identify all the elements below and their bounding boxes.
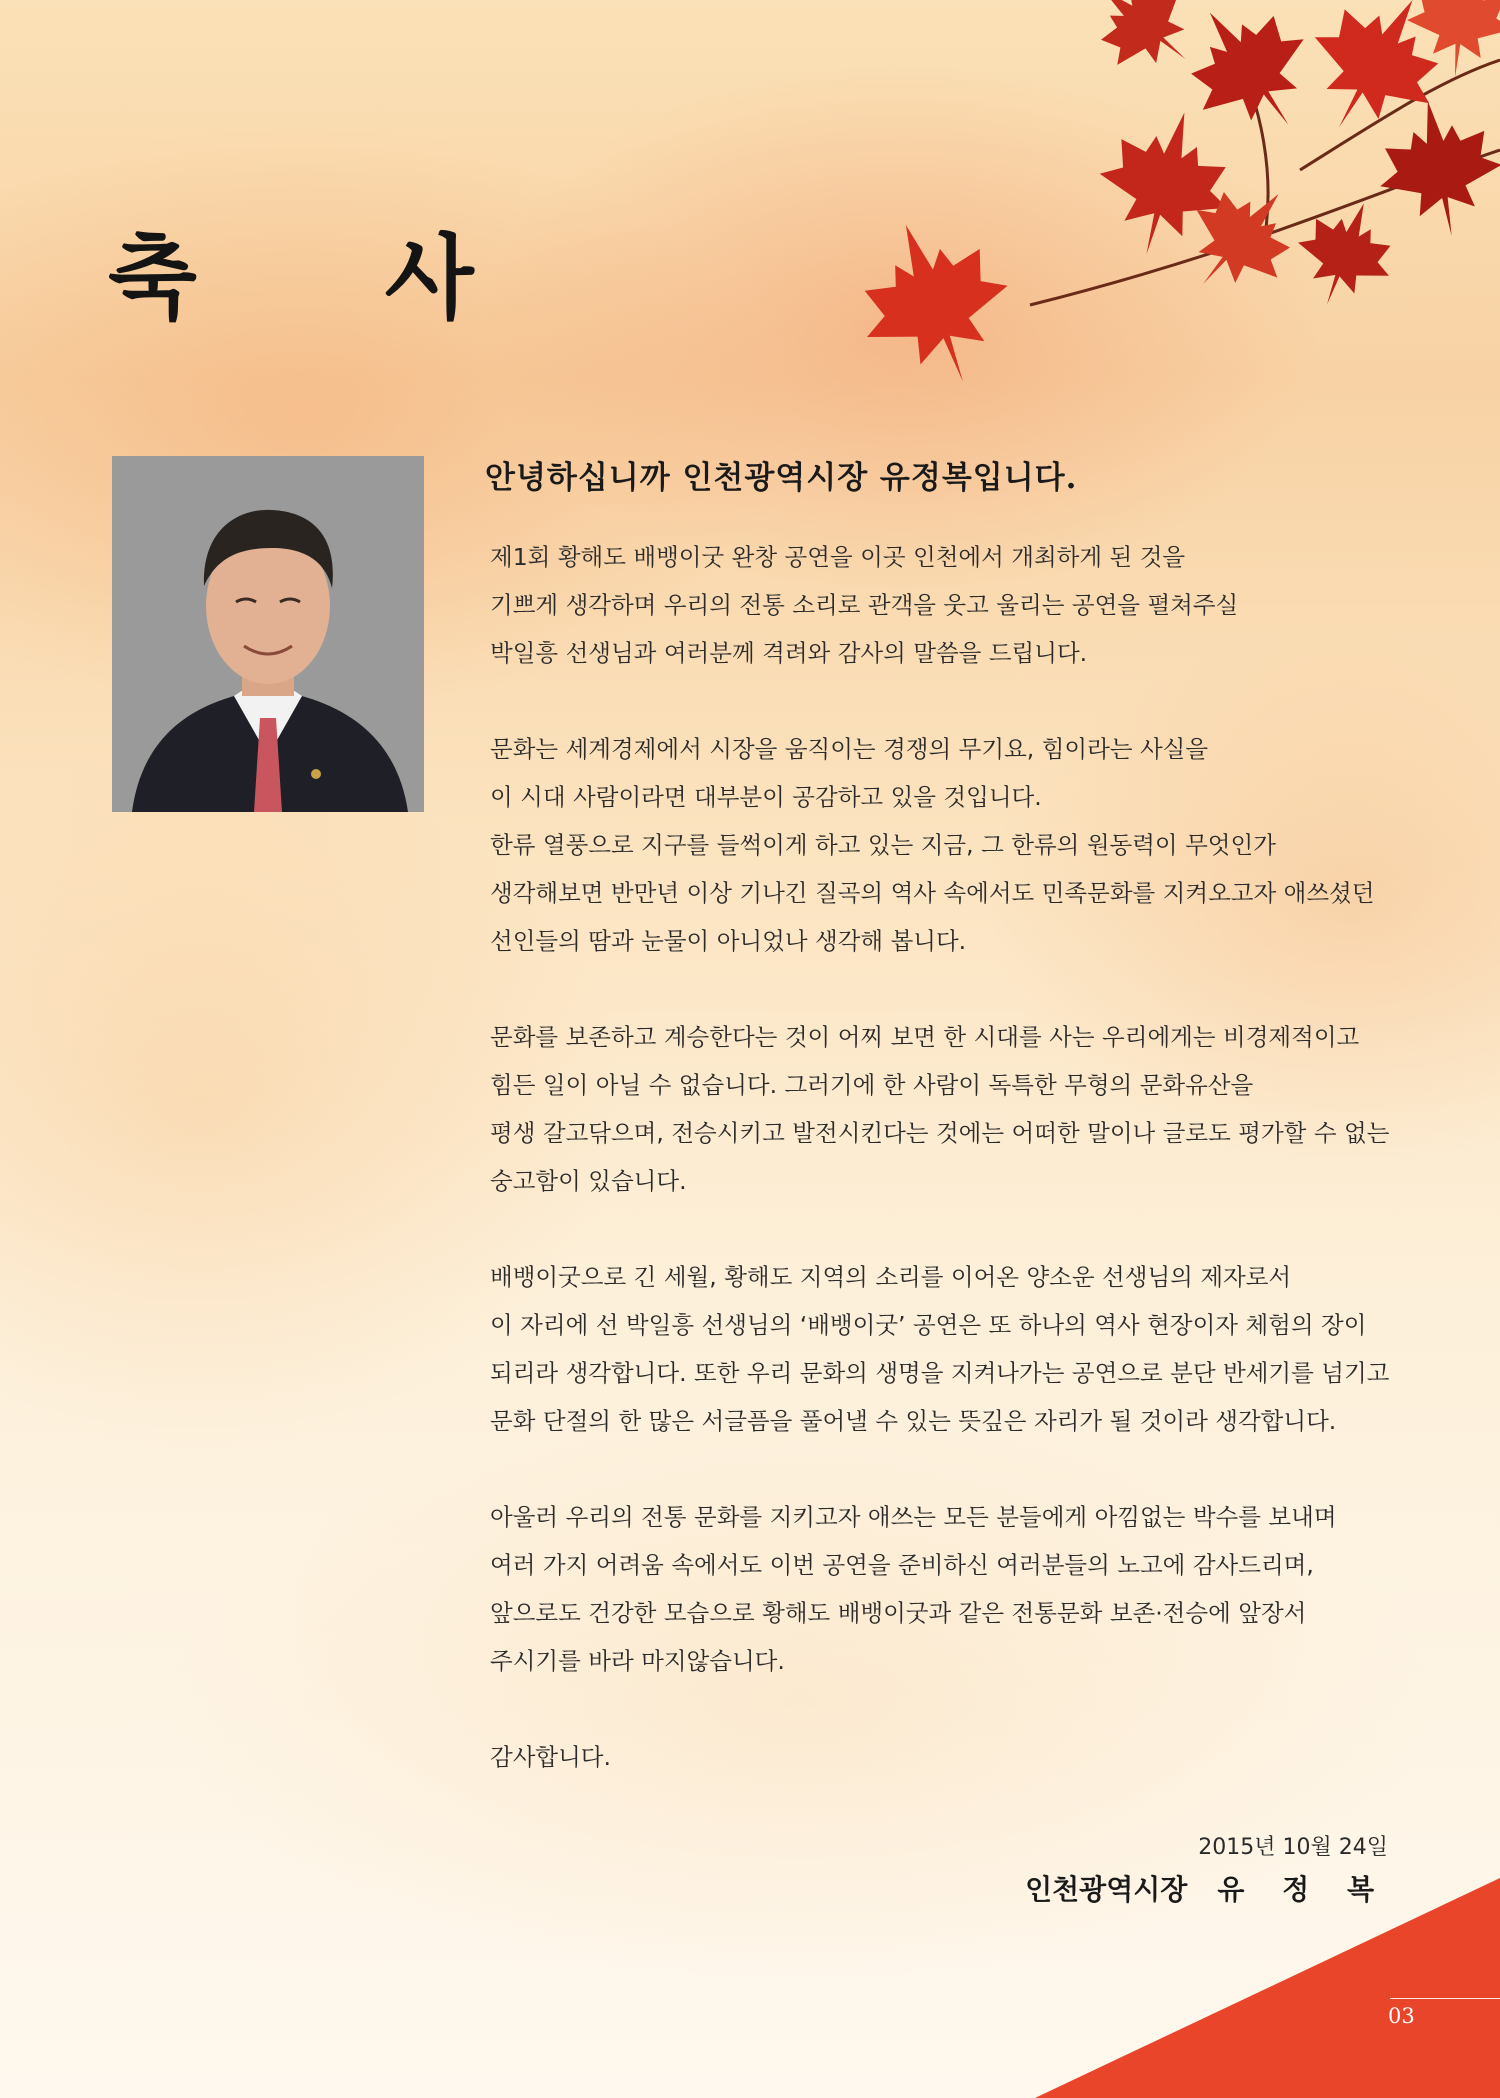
page-number: 03 <box>1388 2004 1415 2028</box>
text-line: 기쁘게 생각하며 우리의 전통 소리로 관객을 웃고 울리는 공연을 펼쳐주실 <box>490 591 1239 619</box>
text-line: 문화를 보존하고 계승한다는 것이 어찌 보면 한 시대를 사는 우리에게는 비경제적이고 <box>490 1023 1360 1051</box>
text-line: 한류 열풍으로 지구를 들썩이게 하고 있는 지금, 그 한류의 원동력이 무엇인가 <box>490 831 1276 859</box>
page-title: 축 사 <box>108 225 552 332</box>
text-line: 이 시대 사람이라면 대부분이 공감하고 있을 것입니다. <box>490 783 1042 811</box>
signature-position: 인천광역시장 <box>1025 1873 1188 1906</box>
text-line: 제1회 황해도 배뱅이굿 완창 공연을 이곳 인천에서 개최하게 된 것을 <box>490 543 1186 571</box>
text-line: 힘든 일이 아닐 수 없습니다. 그러기에 한 사람이 독특한 무형의 문화유산을 <box>490 1071 1254 1099</box>
signature-name: 유 정 복 <box>1217 1873 1388 1906</box>
speech-date: 2015년 10월 24일 <box>1198 1835 1388 1860</box>
text-line: 주시기를 바라 마지않습니다. <box>490 1647 785 1675</box>
text-line: 앞으로도 건강한 모습으로 황해도 배뱅이굿과 같은 전통문화 보존·전승에 앞장서 <box>490 1599 1307 1627</box>
greeting-heading: 안녕하십니까 인천광역시장 유정복입니다. <box>485 460 1078 496</box>
text-line: 이 자리에 선 박일흥 선생님의 ‘배뱅이굿’ 공연은 또 하나의 역사 현장이자 체험의 장이 <box>490 1311 1367 1339</box>
text-line: 되리라 생각합니다. 또한 우리 문화의 생명을 지켜나가는 공연으로 분단 반세기를 넘기고 <box>490 1359 1390 1387</box>
text-line: 선인들의 땀과 눈물이 아니었나 생각해 봅니다. <box>490 927 967 955</box>
text-line: 생각해보면 반만년 이상 기나긴 질곡의 역사 속에서도 민족문화를 지켜오고자 애쓰셨던 <box>490 879 1375 907</box>
text-line: 문화는 세계경제에서 시장을 움직이는 경쟁의 무기요, 힘이라는 사실을 <box>490 735 1209 763</box>
text-line: 숭고함이 있습니다. <box>490 1167 687 1195</box>
text-line: 박일흥 선생님과 여러분께 격려와 감사의 말씀을 드립니다. <box>490 639 1088 667</box>
text-line: 여러 가지 어려움 속에서도 이번 공연을 준비하신 여러분들의 노고에 감사드리며, <box>490 1551 1314 1579</box>
text-line: 문화 단절의 한 많은 서글픔을 풀어낼 수 있는 뜻깊은 자리가 될 것이라 생각합니다. <box>490 1407 1337 1435</box>
text-line: 감사합니다. <box>490 1743 611 1771</box>
text-line: 배뱅이굿으로 긴 세월, 황해도 지역의 소리를 이어온 양소운 선생님의 제자로서 <box>490 1263 1292 1291</box>
text-line: 아울러 우리의 전통 문화를 지키고자 애쓰는 모든 분들에게 아낌없는 박수를 보내며 <box>490 1503 1337 1531</box>
text-line: 평생 갈고닦으며, 전승시키고 발전시킨다는 것에는 어떠한 말이나 글로도 평가할 수 없는 <box>490 1119 1390 1147</box>
page-number-rule <box>1390 1998 1500 1999</box>
